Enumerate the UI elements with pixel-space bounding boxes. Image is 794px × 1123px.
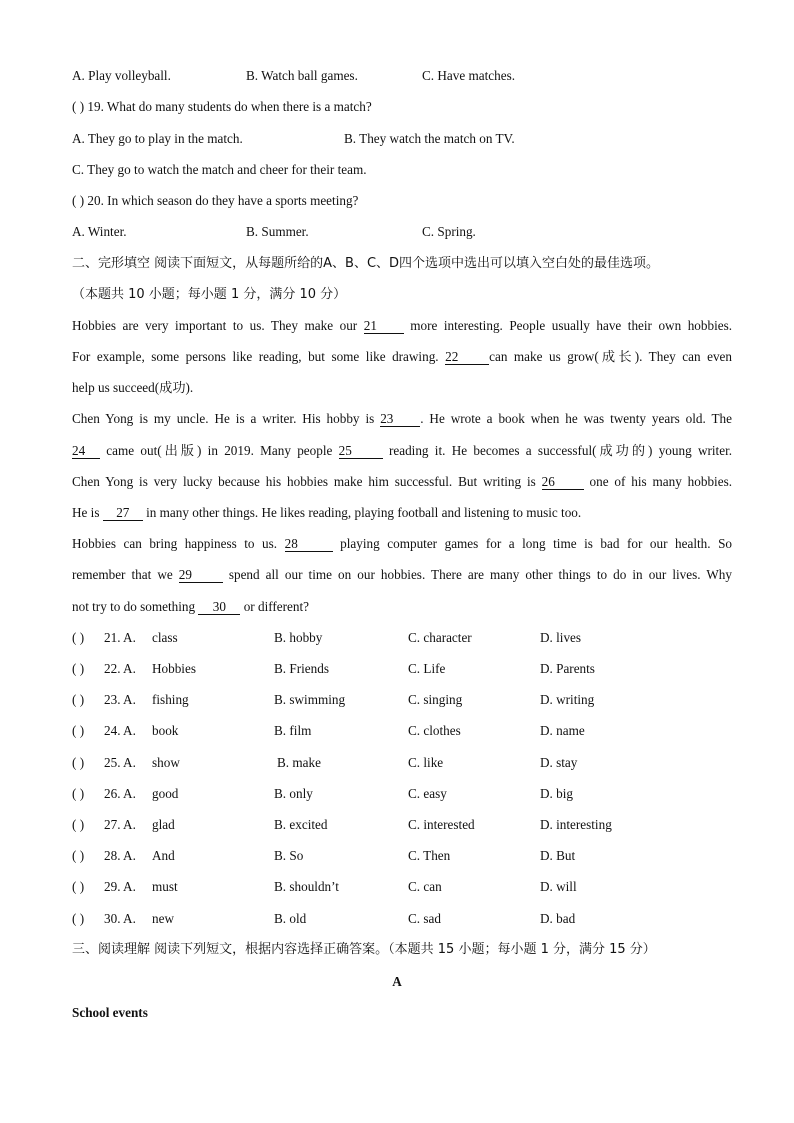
answer-paren[interactable]: ( ) [72, 99, 85, 114]
passage-text: or different? [243, 599, 309, 614]
choice-number: 27. A. [104, 817, 136, 832]
part-a-heading: A [392, 974, 402, 989]
passage-text: can make us grow(成长). They can even [489, 349, 732, 364]
passage-text: remember that we [72, 567, 173, 582]
choice-d: D. name [540, 723, 585, 738]
choice-d: D. interesting [540, 817, 612, 832]
answer-paren[interactable]: ( ) [72, 193, 85, 208]
choice-b: B. Friends [274, 661, 329, 676]
blank-22[interactable]: 22 [445, 349, 489, 365]
choice-d: D. stay [540, 755, 578, 770]
passage-line [72, 442, 732, 460]
choice-number: 29. A. [104, 879, 136, 894]
q20-option-c: C. Spring. [422, 224, 476, 239]
choice-number: 22. A. [104, 661, 136, 676]
answer-paren[interactable]: ( ) [72, 723, 85, 738]
choice-c: C. Life [408, 661, 446, 676]
answer-paren[interactable]: ( ) [72, 911, 85, 926]
answer-paren[interactable]: ( ) [72, 817, 85, 832]
passage-text: . He wrote a book when he was twenty years old. The [420, 411, 733, 426]
answer-paren[interactable]: ( ) [72, 755, 85, 770]
blank-28[interactable]: 28 [285, 536, 333, 552]
choice-d: D. lives [540, 630, 582, 645]
blank-27[interactable]: 27 [103, 505, 143, 521]
choice-number: 21. A. [104, 630, 136, 645]
passage-text: one of his many hobbies. [589, 474, 733, 489]
section2-note: （本题共 10 小题；每小题 1 分，满分 10 分） [72, 287, 347, 302]
q18-option-a: A. Play volleyball. [72, 68, 171, 83]
answer-paren[interactable]: ( ) [72, 630, 85, 645]
choice-d: D. writing [540, 692, 595, 707]
choice-a: must [152, 879, 178, 894]
q20-option-b: B. Summer. [246, 224, 309, 239]
choice-d: D. will [540, 879, 577, 894]
choice-b: B. hobby [274, 630, 323, 645]
choice-c: C. Then [408, 848, 451, 863]
answer-paren[interactable]: ( ) [72, 661, 85, 676]
blank-21[interactable]: 21 [364, 318, 404, 334]
blank-24[interactable]: 24 [72, 443, 100, 459]
choice-number: 26. A. [104, 786, 136, 801]
passage-text: spend all our time on our hobbies. There are many other things to do in our lives. Why [228, 567, 732, 582]
choice-c: C. clothes [408, 723, 461, 738]
choice-d: D. But [540, 848, 576, 863]
q19-option-b: B. They watch the match on TV. [344, 131, 515, 146]
passage-text: Chen Yong is my uncle. He is a writer. His hobby is [72, 411, 375, 426]
passage-text: reading it. He becomes a successful(成功的) young writer. [388, 443, 733, 458]
passage-text: in many other things. He likes reading, playing football and listening to music too. [146, 505, 582, 520]
answer-paren[interactable]: ( ) [72, 786, 85, 801]
choice-d: D. Parents [540, 661, 595, 676]
choice-number: 28. A. [104, 848, 136, 863]
choice-b: B. only [274, 786, 313, 801]
blank-30[interactable]: 30 [198, 599, 240, 615]
choice-b: B. make [277, 755, 321, 770]
choice-d: D. big [540, 786, 573, 801]
q19-stem: 19. What do many students do when there is a match? [87, 99, 372, 114]
blank-29[interactable]: 29 [179, 567, 223, 583]
choice-a: fishing [152, 692, 189, 707]
passage-line [72, 566, 732, 584]
choice-b: B. So [274, 848, 304, 863]
passage-line [72, 410, 732, 428]
passage-line: help us succeed(成功). [72, 380, 194, 395]
school-events-title: School events [72, 1005, 148, 1020]
section2-title: 二、完形填空 阅读下面短文，从每题所给的A、B、C、D四个选项中选出可以填入空白处的最佳选项。 [72, 256, 660, 271]
choice-a: book [152, 723, 179, 738]
q20-stem-line [72, 192, 732, 210]
passage-text: He is [72, 505, 100, 520]
choice-a: new [152, 911, 174, 926]
blank-25[interactable]: 25 [339, 443, 383, 459]
passage-text: Hobbies can bring happiness to us. [72, 536, 278, 551]
passage-line [72, 473, 732, 491]
choice-c: C. like [408, 755, 444, 770]
passage-text: Chen Yong is very lucky because his hobbies make him successful. But writing is [72, 474, 536, 489]
choice-number: 30. A. [104, 911, 136, 926]
passage-text: came out(出版) in 2019. Many people [106, 443, 333, 458]
choice-b: B. swimming [274, 692, 346, 707]
q20-option-a: A. Winter. [72, 224, 127, 239]
choice-a: And [152, 848, 175, 863]
answer-paren[interactable]: ( ) [72, 879, 85, 894]
choice-c: C. singing [408, 692, 463, 707]
passage-line [72, 535, 732, 553]
choice-a: Hobbies [152, 661, 196, 676]
passage-line [72, 504, 732, 522]
q19-option-c: C. They go to watch the match and cheer for their team. [72, 162, 367, 177]
passage-line [72, 598, 732, 616]
choice-a: glad [152, 817, 175, 832]
choice-c: C. can [408, 879, 442, 894]
choice-a: class [152, 630, 178, 645]
q19-stem-line [72, 98, 732, 116]
passage-text: not try to do something [72, 599, 196, 614]
choice-number: 25. A. [104, 755, 136, 770]
answer-paren[interactable]: ( ) [72, 848, 85, 863]
choice-c: C. character [408, 630, 472, 645]
blank-23[interactable]: 23 [380, 411, 420, 427]
choice-number: 24. A. [104, 723, 136, 738]
choice-d: D. bad [540, 911, 576, 926]
choice-b: B. excited [274, 817, 328, 832]
answer-paren[interactable]: ( ) [72, 692, 85, 707]
choice-number: 23. A. [104, 692, 136, 707]
q18-option-c: C. Have matches. [422, 68, 516, 83]
choice-b: B. film [274, 723, 312, 738]
passage-text: Hobbies are very important to us. They make our [72, 318, 358, 333]
choice-c: C. sad [408, 911, 441, 926]
passage-line [72, 348, 732, 366]
passage-text: For example, some persons like reading, but some like drawing. [72, 349, 439, 364]
passage-line [72, 317, 732, 335]
passage-text: more interesting. People usually have their own hobbies. [410, 318, 733, 333]
choice-b: B. shouldn’t [274, 879, 339, 894]
blank-26[interactable]: 26 [542, 474, 584, 490]
choice-b: B. old [274, 911, 307, 926]
choice-a: good [152, 786, 179, 801]
q19-option-a: A. They go to play in the match. [72, 131, 243, 146]
q18-option-b: B. Watch ball games. [246, 68, 358, 83]
choice-c: C. easy [408, 786, 447, 801]
choice-a: show [152, 755, 180, 770]
passage-text: playing computer games for a long time is bad for our health. So [340, 536, 733, 551]
section3-title: 三、阅读理解 阅读下列短文，根据内容选择正确答案。（本题共 15 小题；每小题 1 分，满分 15 分） [72, 942, 656, 957]
q20-stem: 20. In which season do they have a sports meeting? [87, 193, 359, 208]
choice-c: C. interested [408, 817, 475, 832]
